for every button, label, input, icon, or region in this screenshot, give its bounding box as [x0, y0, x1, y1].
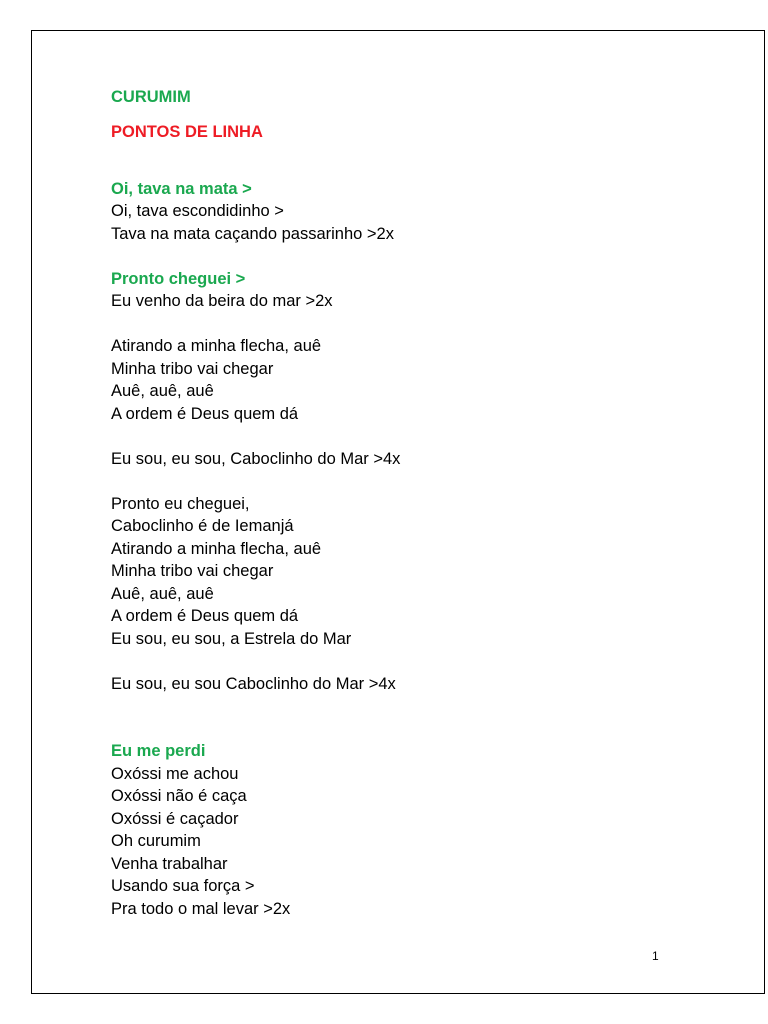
lyric-line: Eu sou, eu sou Caboclinho do Mar >4x [111, 675, 396, 693]
lyric-line: Caboclinho é de Iemanjá [111, 517, 294, 535]
lyric-line: Auê, auê, auê [111, 585, 214, 603]
lyric-line: Usando sua força > [111, 877, 255, 895]
lyric-line: A ordem é Deus quem dá [111, 405, 299, 423]
document-page [31, 30, 765, 994]
lyric-line: A ordem é Deus quem dá [111, 607, 299, 625]
lyric-line: Oh curumim [111, 832, 201, 850]
lyric-line: Oxóssi não é caça [111, 787, 247, 805]
document-title: CURUMIM [111, 88, 191, 106]
lyric-line: Minha tribo vai chegar [111, 562, 274, 580]
lyric-line: Eu venho da beira do mar >2x [111, 292, 333, 310]
lyric-line: Atirando a minha flecha, auê [111, 337, 322, 355]
lyric-line: Minha tribo vai chegar [111, 360, 274, 378]
lyric-line: Oxóssi me achou [111, 765, 239, 783]
stanza-heading: Oi, tava na mata > [111, 180, 252, 198]
lyric-line: Eu sou, eu sou, Caboclinho do Mar >4x [111, 450, 401, 468]
stanza-heading: Pronto cheguei > [111, 270, 246, 288]
lyric-line: Pra todo o mal levar >2x [111, 900, 291, 918]
page-number: 1 [652, 949, 659, 963]
lyric-line: Oi, tava escondidinho > [111, 202, 284, 220]
lyric-line: Oxóssi é caçador [111, 810, 239, 828]
document-subtitle: PONTOS DE LINHA [111, 123, 263, 141]
lyric-line: Venha trabalhar [111, 855, 228, 873]
lyric-line: Atirando a minha flecha, auê [111, 540, 322, 558]
lyric-line: Auê, auê, auê [111, 382, 214, 400]
lyric-line: Tava na mata caçando passarinho >2x [111, 225, 394, 243]
lyric-line: Eu sou, eu sou, a Estrela do Mar [111, 630, 352, 648]
stanza-heading: Eu me perdi [111, 742, 206, 760]
lyric-line: Pronto eu cheguei, [111, 495, 250, 513]
